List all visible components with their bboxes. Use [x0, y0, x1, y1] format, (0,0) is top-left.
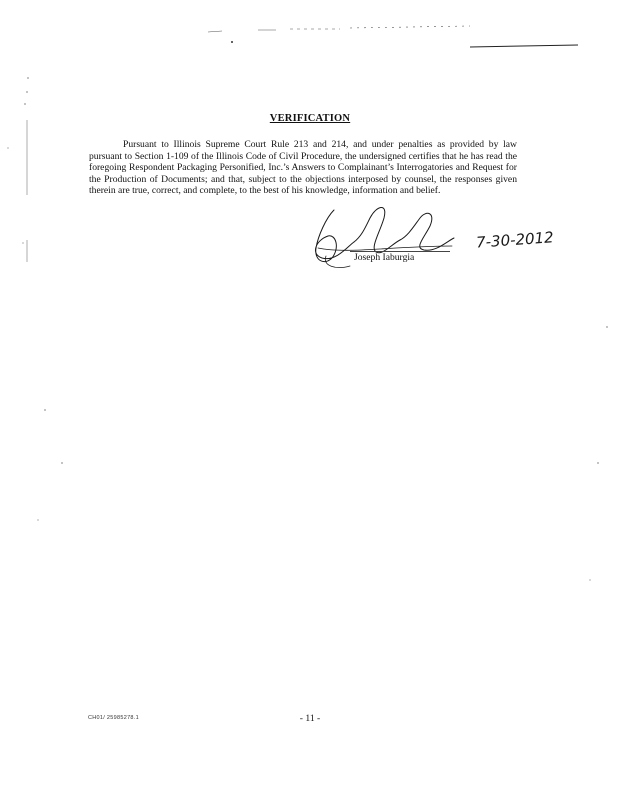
document-title: VERIFICATION	[269, 113, 351, 124]
svg-text:7-30-2012: 7-30-2012	[475, 228, 554, 252]
signer-name: Joseph Iaburgia	[354, 252, 415, 263]
signature-date	[474, 225, 554, 253]
document-code: CH01/ 25985278.1	[88, 715, 139, 721]
verification-paragraph: Pursuant to Illinois Supreme Court Rule 213 and 214, and under penalties as provided by law pursuant to Section 1-109 of the Illinois Code of Civil Procedure, the undersigned certifies that he has read the foregoing Respondent Packaging Personified, Inc.’s Answers to Complainant’s Interrogatories and Request for the Production of Documents; and that, subject to the objections interposed by counsel, the responses given therein are true, correct, and complete, to the best of his knowledge, information and belief.	[89, 139, 517, 197]
page-number: - 11 -	[299, 713, 321, 724]
